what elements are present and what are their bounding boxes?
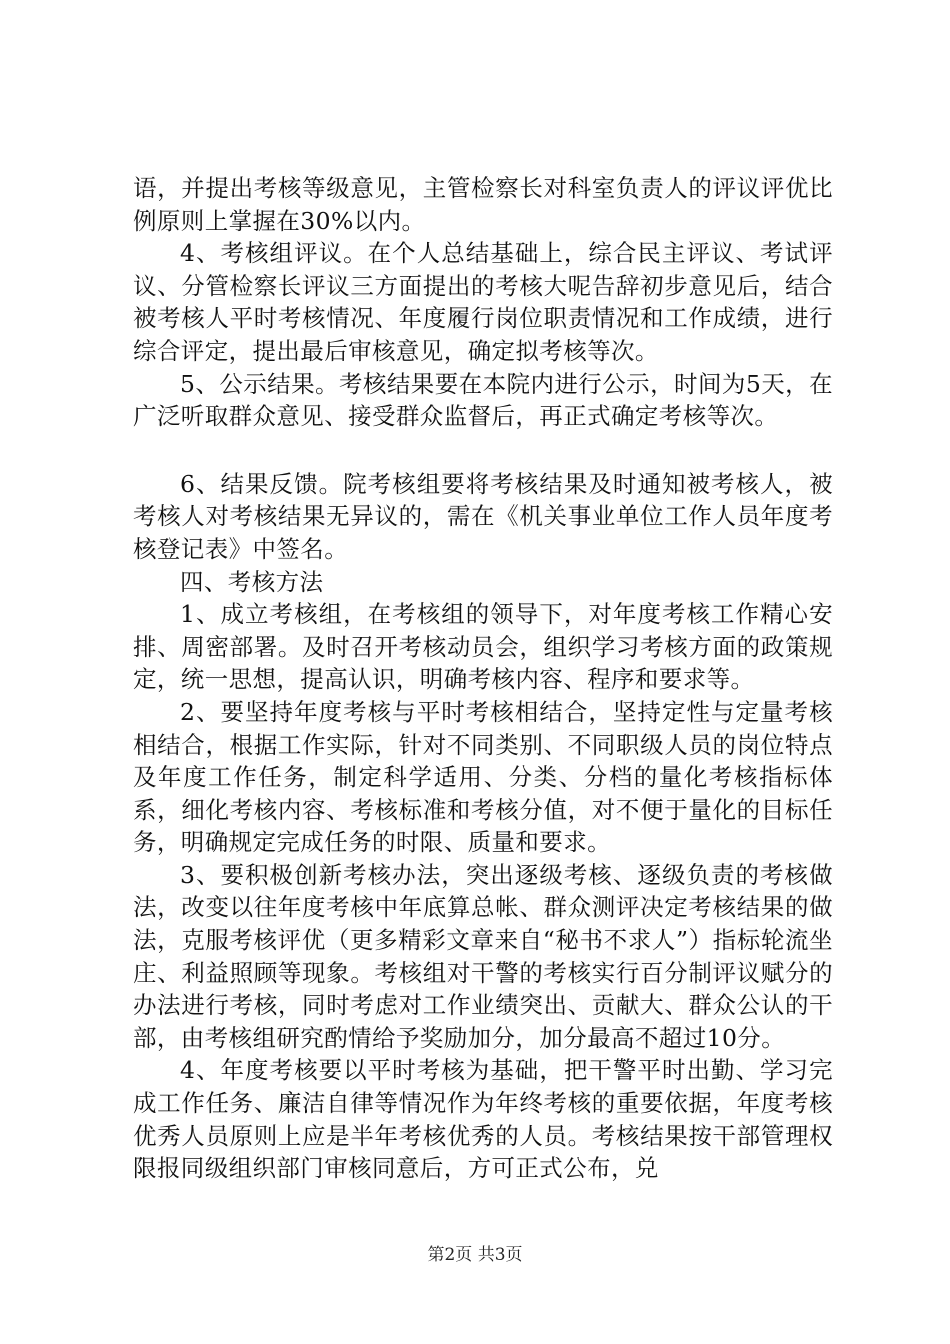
paragraph-method-1: 1、成立考核组，在考核组的领导下，对年度考核工作精心安排、周密部署。及时召开考核动员会，组织学习考核方面的政策规定，统一思想，提高认识，明确考核内容、程序和要求等。 bbox=[133, 600, 833, 694]
section-heading-methods: 四、考核方法 bbox=[180, 567, 324, 596]
paragraph-method-3: 3、要积极创新考核办法，突出逐级考核、逐级负责的考核做法，改变以往年度考核中年底算总帐、群众测评决定考核结果的做法，克服考核评优（更多精彩文章来自“秘书不求人”）指标轮流坐庄、利益照顾等现象。考核组对干警的考核实行百分制评议赋分的办法进行考核，同时考虑对工作业绩突出、贡献大、群众公认的干部，由考核组研究酌情给予奖励加分，加分最高不超过10分。 bbox=[133, 860, 833, 1052]
page-footer: 第2页 共3页 bbox=[427, 1245, 523, 1265]
paragraph-method-4: 4、年度考核要以平时考核为基础，把干警平时出勤、学习完成工作任务、廉洁自律等情况作为年终考核的重要依据，年度考核优秀人员原则上应是半年考核优秀的人员。考核结果按干部管理权限报同级组织部门审核同意后，方可正式公布，兑 bbox=[133, 1056, 833, 1183]
paragraph-method-2: 2、要坚持年度考核与平时考核相结合，坚持定性与定量考核相结合，根据工作实际，针对不同类别、不同职级人员的岗位特点及年度工作任务，制定科学适用、分类、分档的量化考核指标体系，细化考核内容、考核标准和考核分值，对不便于量化的目标任务，明确规定完成任务的时限、质量和要求。 bbox=[133, 697, 833, 857]
document-body bbox=[133, 172, 833, 1185]
paragraph-step-5-publicity: 5、公示结果。考核结果要在本院内进行公示，时间为5天，在广泛听取群众意见、接受群众监督后，再正式确定考核等次。 bbox=[133, 369, 833, 431]
paragraph-continuation: 语，并提出考核等级意见，主管检察长对科室负责人的评议评优比例原则上掌握在30%以内。 bbox=[133, 174, 833, 235]
paragraph-step-6-feedback: 6、结果反馈。院考核组要将考核结果及时通知被考核人，被考核人对考核结果无异议的，需在《机关事业单位工作人员年度考核登记表》中签名。 bbox=[133, 469, 833, 563]
paragraph-step-4-review: 4、考核组评议。在个人总结基础上，综合民主评议、考试评议、分管检察长评议三方面提出的考核大呢告辞初步意见后，结合被考核人平时考核情况、年度履行岗位职责情况和工作成绩，进行综合评定，提出最后审核意见，确定拟考核等次。 bbox=[133, 239, 833, 365]
